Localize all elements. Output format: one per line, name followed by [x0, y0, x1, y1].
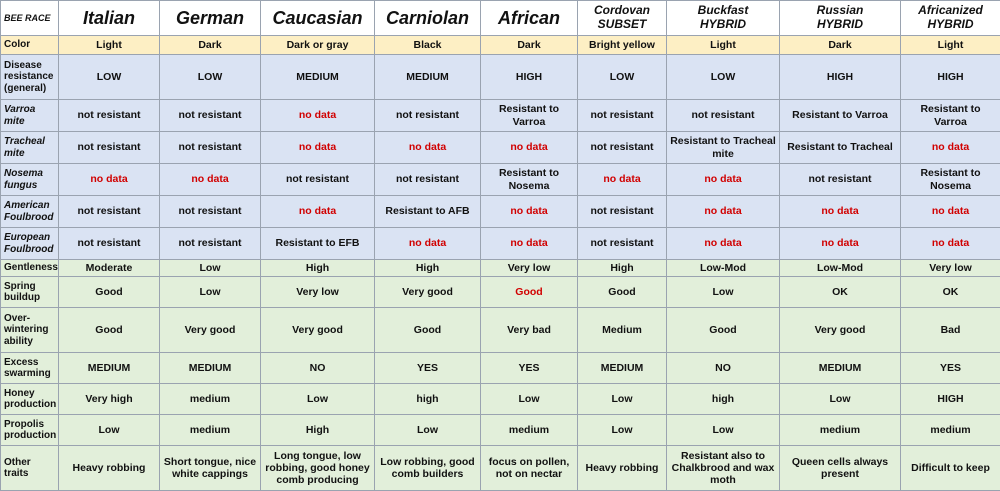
- table-cell: medium: [780, 415, 901, 446]
- table-cell: Very good: [261, 308, 375, 353]
- table-cell: not resistant: [59, 196, 160, 228]
- table-cell: Low: [160, 260, 261, 277]
- table-cell: MEDIUM: [59, 353, 160, 384]
- row-over-wintering: [1, 308, 1000, 353]
- table-cell: Low-Mod: [667, 260, 780, 277]
- table-cell: Low: [261, 384, 375, 415]
- table-cell: Good: [375, 308, 481, 353]
- table-cell: no data: [667, 228, 780, 260]
- table-cell: HIGH: [481, 55, 578, 100]
- table-cell: Heavy robbing: [59, 446, 160, 491]
- table-cell: Low: [481, 384, 578, 415]
- table-cell: no data: [261, 132, 375, 164]
- table-cell: not resistant: [59, 100, 160, 132]
- table-cell: Resistant to Varroa: [901, 100, 1000, 132]
- table-cell: Long tongue, low robbing, good honey comb producing: [261, 446, 375, 491]
- table-cell: no data: [901, 132, 1000, 164]
- table-cell: Resistant also to Chalkbrood and wax moth: [667, 446, 780, 491]
- table-cell: Bright yellow: [578, 36, 667, 55]
- table-cell: Bad: [901, 308, 1000, 353]
- table-cell: Very good: [780, 308, 901, 353]
- row-disease-resistance: [1, 55, 1000, 100]
- table-cell: not resistant: [59, 132, 160, 164]
- table-cell: Low: [160, 277, 261, 308]
- table-cell: Black: [375, 36, 481, 55]
- row-european-foulbrood: [1, 228, 1000, 260]
- table-cell: no data: [261, 196, 375, 228]
- table-cell: Light: [667, 36, 780, 55]
- table-cell: Resistant to Varroa: [481, 100, 578, 132]
- race-italian-header: Italian: [59, 1, 160, 36]
- table-cell: medium: [160, 415, 261, 446]
- table-cell: not resistant: [578, 100, 667, 132]
- race-cordovan-header: Cordovan SUBSET: [578, 1, 667, 36]
- table-cell: not resistant: [667, 100, 780, 132]
- table-cell: focus on pollen, not on nectar: [481, 446, 578, 491]
- table-cell: medium: [901, 415, 1000, 446]
- table-cell: no data: [375, 228, 481, 260]
- table-cell: Very low: [901, 260, 1000, 277]
- table-cell: high: [375, 384, 481, 415]
- race-buckfast-header: Buckfast HYBRID: [667, 1, 780, 36]
- table-cell: High: [261, 415, 375, 446]
- table-cell: Very good: [160, 308, 261, 353]
- table-cell: Low: [375, 415, 481, 446]
- table-cell: Low: [578, 415, 667, 446]
- table-cell: Low: [578, 384, 667, 415]
- table-cell: High: [375, 260, 481, 277]
- table-cell: YES: [375, 353, 481, 384]
- table-cell: Light: [59, 36, 160, 55]
- row-other-traits: [1, 446, 1000, 491]
- race-african-header: African: [481, 1, 578, 36]
- table-cell: not resistant: [780, 164, 901, 196]
- table-cell: Dark: [481, 36, 578, 55]
- table-cell: HIGH: [901, 55, 1000, 100]
- table-cell: no data: [375, 132, 481, 164]
- table-cell: Queen cells always present: [780, 446, 901, 491]
- table-cell: Low: [780, 384, 901, 415]
- table-cell: MEDIUM: [578, 353, 667, 384]
- table-cell: Low robbing, good comb builders: [375, 446, 481, 491]
- table-cell: high: [667, 384, 780, 415]
- bee-race-corner: BEE RACE: [1, 1, 59, 36]
- race-africanized-header: Africanized HYBRID: [901, 1, 1000, 36]
- table-cell: Low: [667, 277, 780, 308]
- table-cell: medium: [481, 415, 578, 446]
- row-label-propolis-production: Propolis production: [1, 415, 59, 446]
- table-cell: Good: [578, 277, 667, 308]
- row-label-honey-production: Honey production: [1, 384, 59, 415]
- race-russian-header: Russian HYBRID: [780, 1, 901, 36]
- row-varroa-mite: [1, 100, 1000, 132]
- table-cell: LOW: [578, 55, 667, 100]
- table-cell: Resistant to Nosema: [481, 164, 578, 196]
- table-cell: Resistant to Nosema: [901, 164, 1000, 196]
- table-cell: Moderate: [59, 260, 160, 277]
- table-cell: MEDIUM: [160, 353, 261, 384]
- table-cell: Heavy robbing: [578, 446, 667, 491]
- table-cell: HIGH: [780, 55, 901, 100]
- table-cell: not resistant: [261, 164, 375, 196]
- table-cell: Very bad: [481, 308, 578, 353]
- table-cell: MEDIUM: [780, 353, 901, 384]
- table-cell: Good: [59, 277, 160, 308]
- row-american-foulbrood: [1, 196, 1000, 228]
- table-cell: Dark: [780, 36, 901, 55]
- table-cell: OK: [901, 277, 1000, 308]
- table-cell: Resistant to Varroa: [780, 100, 901, 132]
- table-cell: Resistant to Tracheal mite: [667, 132, 780, 164]
- table-cell: LOW: [160, 55, 261, 100]
- row-label-excess-swarming: Excess swarming: [1, 353, 59, 384]
- row-label-spring-buildup: Spring buildup: [1, 277, 59, 308]
- table-cell: Dark or gray: [261, 36, 375, 55]
- race-carniolan-header: Carniolan: [375, 1, 481, 36]
- row-label-over-wintering: Over-wintering ability: [1, 308, 59, 353]
- table-cell: Low: [59, 415, 160, 446]
- table-cell: Resistant to AFB: [375, 196, 481, 228]
- table-cell: Very high: [59, 384, 160, 415]
- table-cell: Medium: [578, 308, 667, 353]
- table-cell: not resistant: [160, 228, 261, 260]
- table-cell: Good: [59, 308, 160, 353]
- row-excess-swarming: [1, 353, 1000, 384]
- table-cell: HIGH: [901, 384, 1000, 415]
- table-cell: no data: [481, 132, 578, 164]
- table-cell: High: [578, 260, 667, 277]
- table-cell: no data: [160, 164, 261, 196]
- table-cell: Resistant to EFB: [261, 228, 375, 260]
- row-color: [1, 36, 1000, 55]
- table-cell: Difficult to keep: [901, 446, 1000, 491]
- table-cell: no data: [780, 196, 901, 228]
- table-cell: not resistant: [375, 164, 481, 196]
- table-cell: Resistant to Tracheal: [780, 132, 901, 164]
- table-cell: High: [261, 260, 375, 277]
- row-label-tracheal-mite: Tracheal mite: [1, 132, 59, 164]
- row-label-disease-resistance: Disease resistance (general): [1, 55, 59, 100]
- table-cell: not resistant: [578, 228, 667, 260]
- table-cell: YES: [901, 353, 1000, 384]
- table-cell: medium: [160, 384, 261, 415]
- row-label-american-foulbrood: American Foulbrood: [1, 196, 59, 228]
- table-cell: not resistant: [59, 228, 160, 260]
- table-cell: not resistant: [578, 132, 667, 164]
- table-cell: Good: [481, 277, 578, 308]
- row-tracheal-mite: [1, 132, 1000, 164]
- row-label-color: Color: [1, 36, 59, 55]
- table-cell: Light: [901, 36, 1000, 55]
- table-cell: not resistant: [160, 196, 261, 228]
- row-gentleness: [1, 260, 1000, 277]
- table-cell: Low: [667, 415, 780, 446]
- row-nosema-fungus: [1, 164, 1000, 196]
- table-cell: YES: [481, 353, 578, 384]
- row-honey-production: [1, 384, 1000, 415]
- table-cell: Low-Mod: [780, 260, 901, 277]
- table-cell: no data: [481, 228, 578, 260]
- table-cell: Very low: [481, 260, 578, 277]
- table-cell: LOW: [667, 55, 780, 100]
- race-german-header: German: [160, 1, 261, 36]
- table-cell: not resistant: [375, 100, 481, 132]
- table-cell: Short tongue, nice white cappings: [160, 446, 261, 491]
- table-cell: not resistant: [160, 132, 261, 164]
- table-cell: Dark: [160, 36, 261, 55]
- table-cell: MEDIUM: [375, 55, 481, 100]
- row-label-other-traits: Other traits: [1, 446, 59, 491]
- row-spring-buildup: [1, 277, 1000, 308]
- table-cell: OK: [780, 277, 901, 308]
- table-cell: no data: [667, 164, 780, 196]
- table-cell: not resistant: [578, 196, 667, 228]
- table-cell: not resistant: [160, 100, 261, 132]
- table-cell: Very low: [261, 277, 375, 308]
- header-row: [1, 1, 1000, 36]
- row-label-gentleness: Gentleness: [1, 260, 59, 277]
- table-cell: no data: [481, 196, 578, 228]
- table-cell: LOW: [59, 55, 160, 100]
- table-cell: no data: [901, 228, 1000, 260]
- race-caucasian-header: Caucasian: [261, 1, 375, 36]
- table-cell: no data: [59, 164, 160, 196]
- table-cell: no data: [901, 196, 1000, 228]
- table-cell: NO: [667, 353, 780, 384]
- table-cell: no data: [578, 164, 667, 196]
- table-cell: no data: [261, 100, 375, 132]
- row-label-varroa-mite: Varroa mite: [1, 100, 59, 132]
- row-label-nosema-fungus: Nosema fungus: [1, 164, 59, 196]
- row-label-european-foulbrood: European Foulbrood: [1, 228, 59, 260]
- table-cell: no data: [667, 196, 780, 228]
- row-propolis-production: [1, 415, 1000, 446]
- table-cell: Good: [667, 308, 780, 353]
- table-cell: NO: [261, 353, 375, 384]
- table-cell: MEDIUM: [261, 55, 375, 100]
- table-cell: Very good: [375, 277, 481, 308]
- table-cell: no data: [780, 228, 901, 260]
